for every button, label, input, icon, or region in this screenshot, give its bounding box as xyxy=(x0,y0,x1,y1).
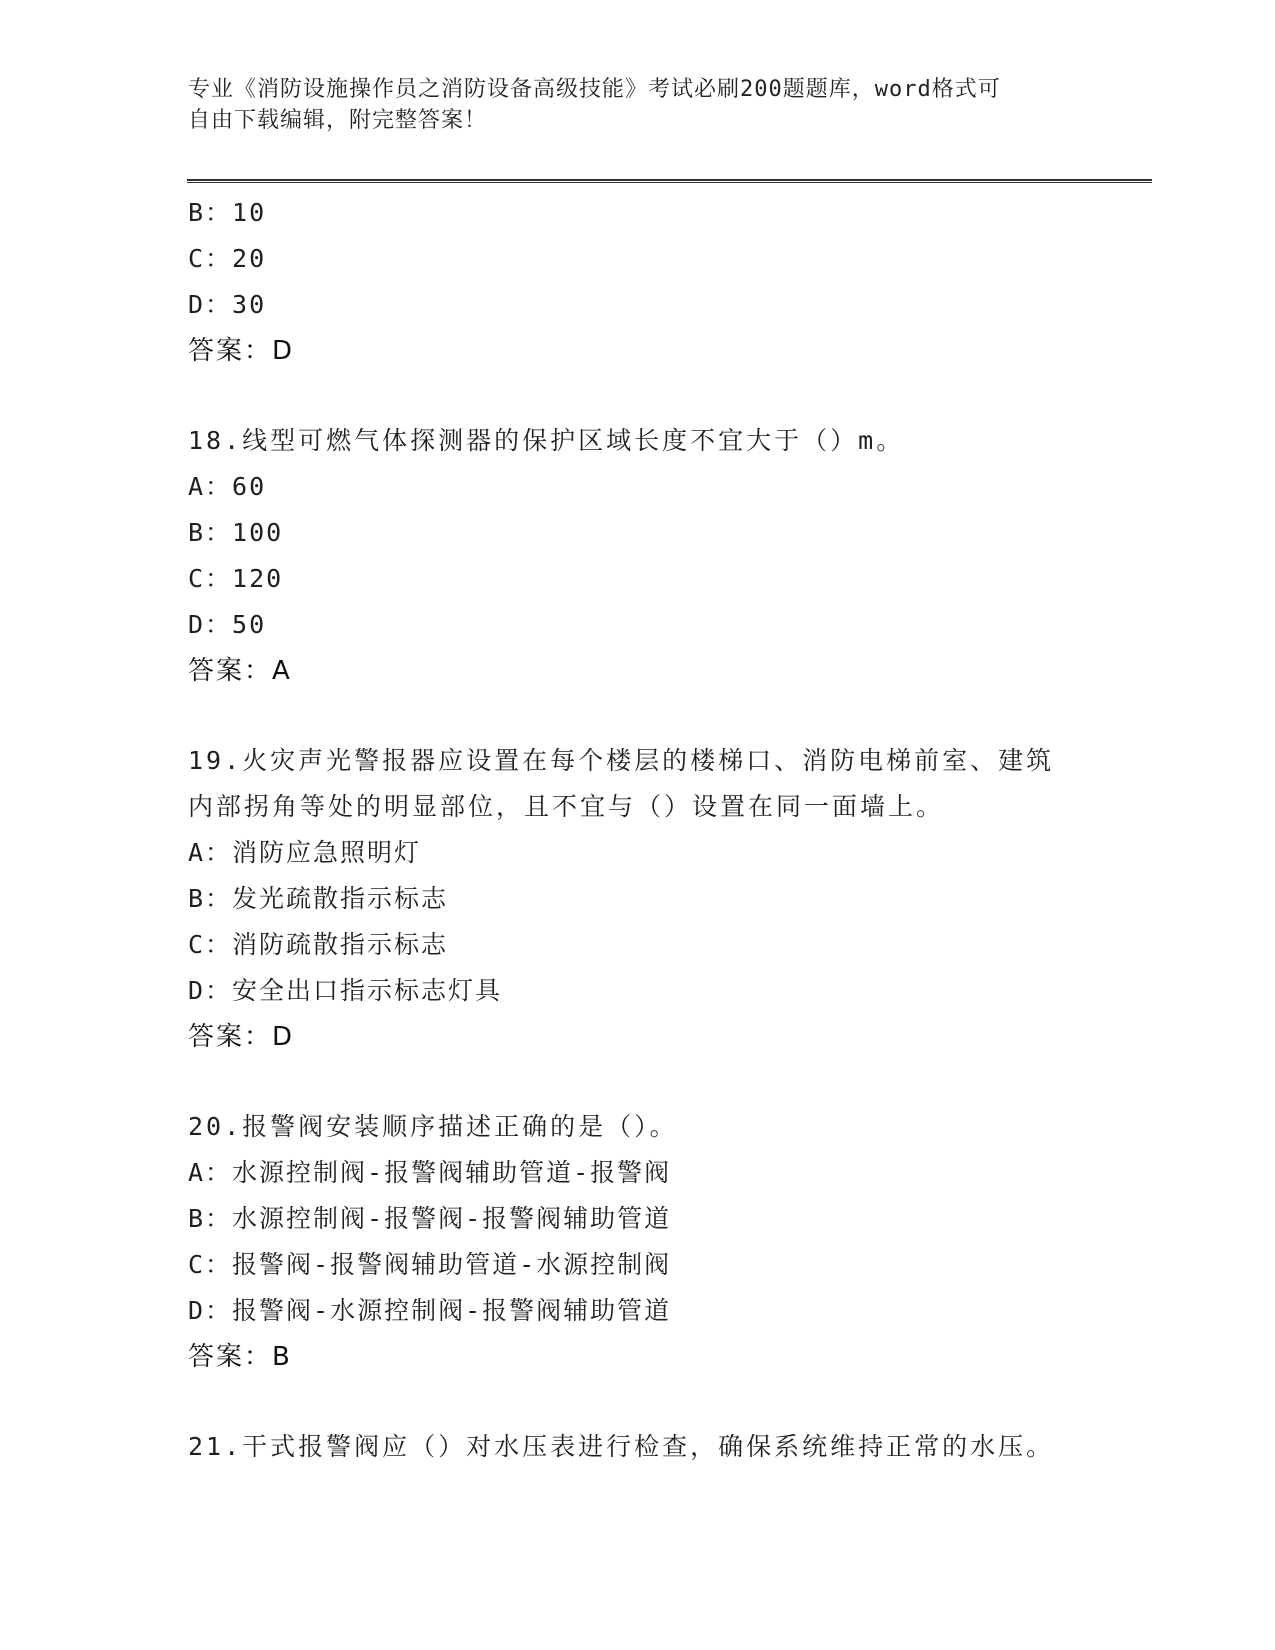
option-a: A：水源控制阀-报警阀辅助管道-报警阀 xyxy=(188,1158,672,1187)
spacer xyxy=(188,374,1088,418)
option-c: C：20 xyxy=(188,244,267,273)
answer-line: 答案：A xyxy=(188,656,292,686)
option-d: D：50 xyxy=(188,610,267,639)
option-c: C：消防疏散指示标志 xyxy=(188,930,449,959)
spacer xyxy=(188,694,1088,738)
question-stem xyxy=(188,1424,1088,1470)
answer-line: 答案：D xyxy=(188,336,295,366)
option-a: A：60 xyxy=(188,472,267,501)
question-content xyxy=(188,190,1088,1470)
option-a: A：消防应急照明灯 xyxy=(188,838,422,867)
question-18 xyxy=(188,418,1088,694)
question-19 xyxy=(188,738,1088,1060)
option-b: B：100 xyxy=(188,518,284,547)
option-c: C：报警阀-报警阀辅助管道-水源控制阀 xyxy=(188,1250,672,1279)
stem-line-1: 19.火灾声光警报器应设置在每个楼层的楼梯口、消防电梯前室、建筑 xyxy=(188,746,1055,775)
option-b: B：发光疏散指示标志 xyxy=(188,884,449,913)
document-header xyxy=(188,74,1068,136)
question-20 xyxy=(188,1104,1088,1380)
question-stem xyxy=(188,418,1088,464)
option-d: D：报警阀-水源控制阀-报警阀辅助管道 xyxy=(188,1296,672,1325)
spacer xyxy=(188,1380,1088,1424)
header-divider xyxy=(187,179,1152,183)
stem-line: 18.线型可燃气体探测器的保护区域长度不宜大于（）m。 xyxy=(188,426,905,455)
answer-line: 答案：B xyxy=(188,1342,292,1372)
question-stem xyxy=(188,738,1088,830)
header-line-2: 自由下载编辑，附完整答案！ xyxy=(188,108,488,133)
question-stem xyxy=(188,1104,1088,1150)
option-b: B：10 xyxy=(188,198,267,227)
option-b: B：水源控制阀-报警阀-报警阀辅助管道 xyxy=(188,1204,672,1233)
stem-line: 20.报警阀安装顺序描述正确的是（）。 xyxy=(188,1112,678,1141)
question-21 xyxy=(188,1424,1088,1470)
stem-line: 21.干式报警阀应（）对水压表进行检查，确保系统维持正常的水压。 xyxy=(188,1432,1055,1461)
option-d: D：30 xyxy=(188,290,267,319)
stem-line-2: 内部拐角等处的明显部位，且不宜与（）设置在同一面墙上。 xyxy=(188,792,945,821)
question-17-tail xyxy=(188,190,1088,374)
option-d: D：安全出口指示标志灯具 xyxy=(188,976,503,1005)
header-line-1: 专业《消防设施操作员之消防设备高级技能》考试必刷200题题库，word格式可 xyxy=(188,77,1001,102)
spacer xyxy=(188,1060,1088,1104)
answer-line: 答案：D xyxy=(188,1022,295,1052)
option-c: C：120 xyxy=(188,564,284,593)
